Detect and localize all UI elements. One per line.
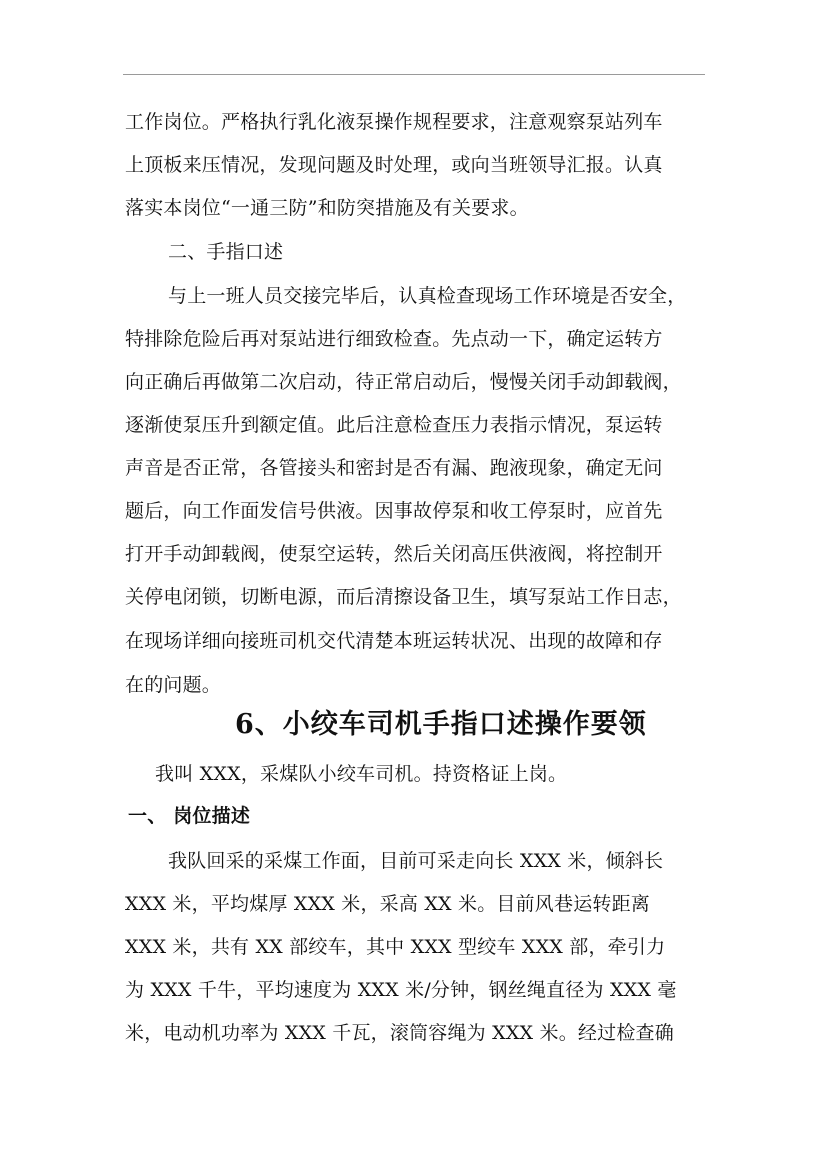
paragraph-line: 题后，向工作面发信号供液。因事故停泵和收工停泵时，应首先 [125,500,663,522]
paragraph-line: 米，电动机功率为 XXX 千瓦，滚筒容绳为 XXX 米。经过检查确 [125,1022,674,1044]
paragraph-line: 打开手动卸载阀，使泵空运转，然后关闭高压供液阀，将控制开 [125,543,663,565]
paragraph-line: 落实本岗位“一通三防”和防突措施及有关要求。 [125,197,529,219]
paragraph-line: 与上一班人员交接完毕后，认真检查现场工作环境是否安全， [168,285,687,307]
paragraph-line: 关停电闭锁，切断电源，而后清擦设备卫生，填写泵站工作日志， [125,586,682,608]
paragraph-line: 特排除危险后再对泵站进行细致检查。先点动一下，确定运转方 [125,328,663,350]
intro-line: 我叫 XXX，采煤队小绞车司机。持资格证上岗。 [155,763,568,785]
paragraph-line: XXX 米，平均煤厚 XXX 米，采高 XX 米。目前风巷运转距离 [125,893,651,915]
section-title: 二、手指口述 [168,241,284,263]
paragraph-line: XXX 米，共有 XX 部绞车，其中 XXX 型绞车 XXX 部，牵引力 [125,936,666,958]
paragraph-line: 向正确后再做第二次启动，待正常启动后，慢慢关闭手动卸载阀， [125,371,682,393]
paragraph-line: 为 XXX 千牛，平均速度为 XXX 米/分钟，钢丝绳直径为 XXX 毫 [125,979,677,1001]
paragraph-line: 在现场详细向接班司机交代清楚本班运转状况、出现的故障和存 [125,630,663,652]
paragraph-line: 逐渐使泵压升到额定值。此后注意检查压力表指示情况，泵运转 [125,414,663,436]
paragraph-line: 工作岗位。严格执行乳化液泵操作规程要求，注意观察泵站列车 [125,111,663,133]
section-title: 一、 岗位描述 [128,805,251,827]
chapter-heading: 6、小绞车司机手指口述操作要领 [235,709,647,740]
header-rule [123,74,705,75]
paragraph-line: 上顶板来压情况，发现问题及时处理，或向当班领导汇报。认真 [125,154,663,176]
paragraph-line: 声音是否正常，各管接头和密封是否有漏、跑液现象，确定无问 [125,457,663,479]
paragraph-line: 在的问题。 [125,674,222,696]
paragraph-line: 我队回采的采煤工作面，目前可采走向长 XXX 米，倾斜长 [168,850,664,872]
